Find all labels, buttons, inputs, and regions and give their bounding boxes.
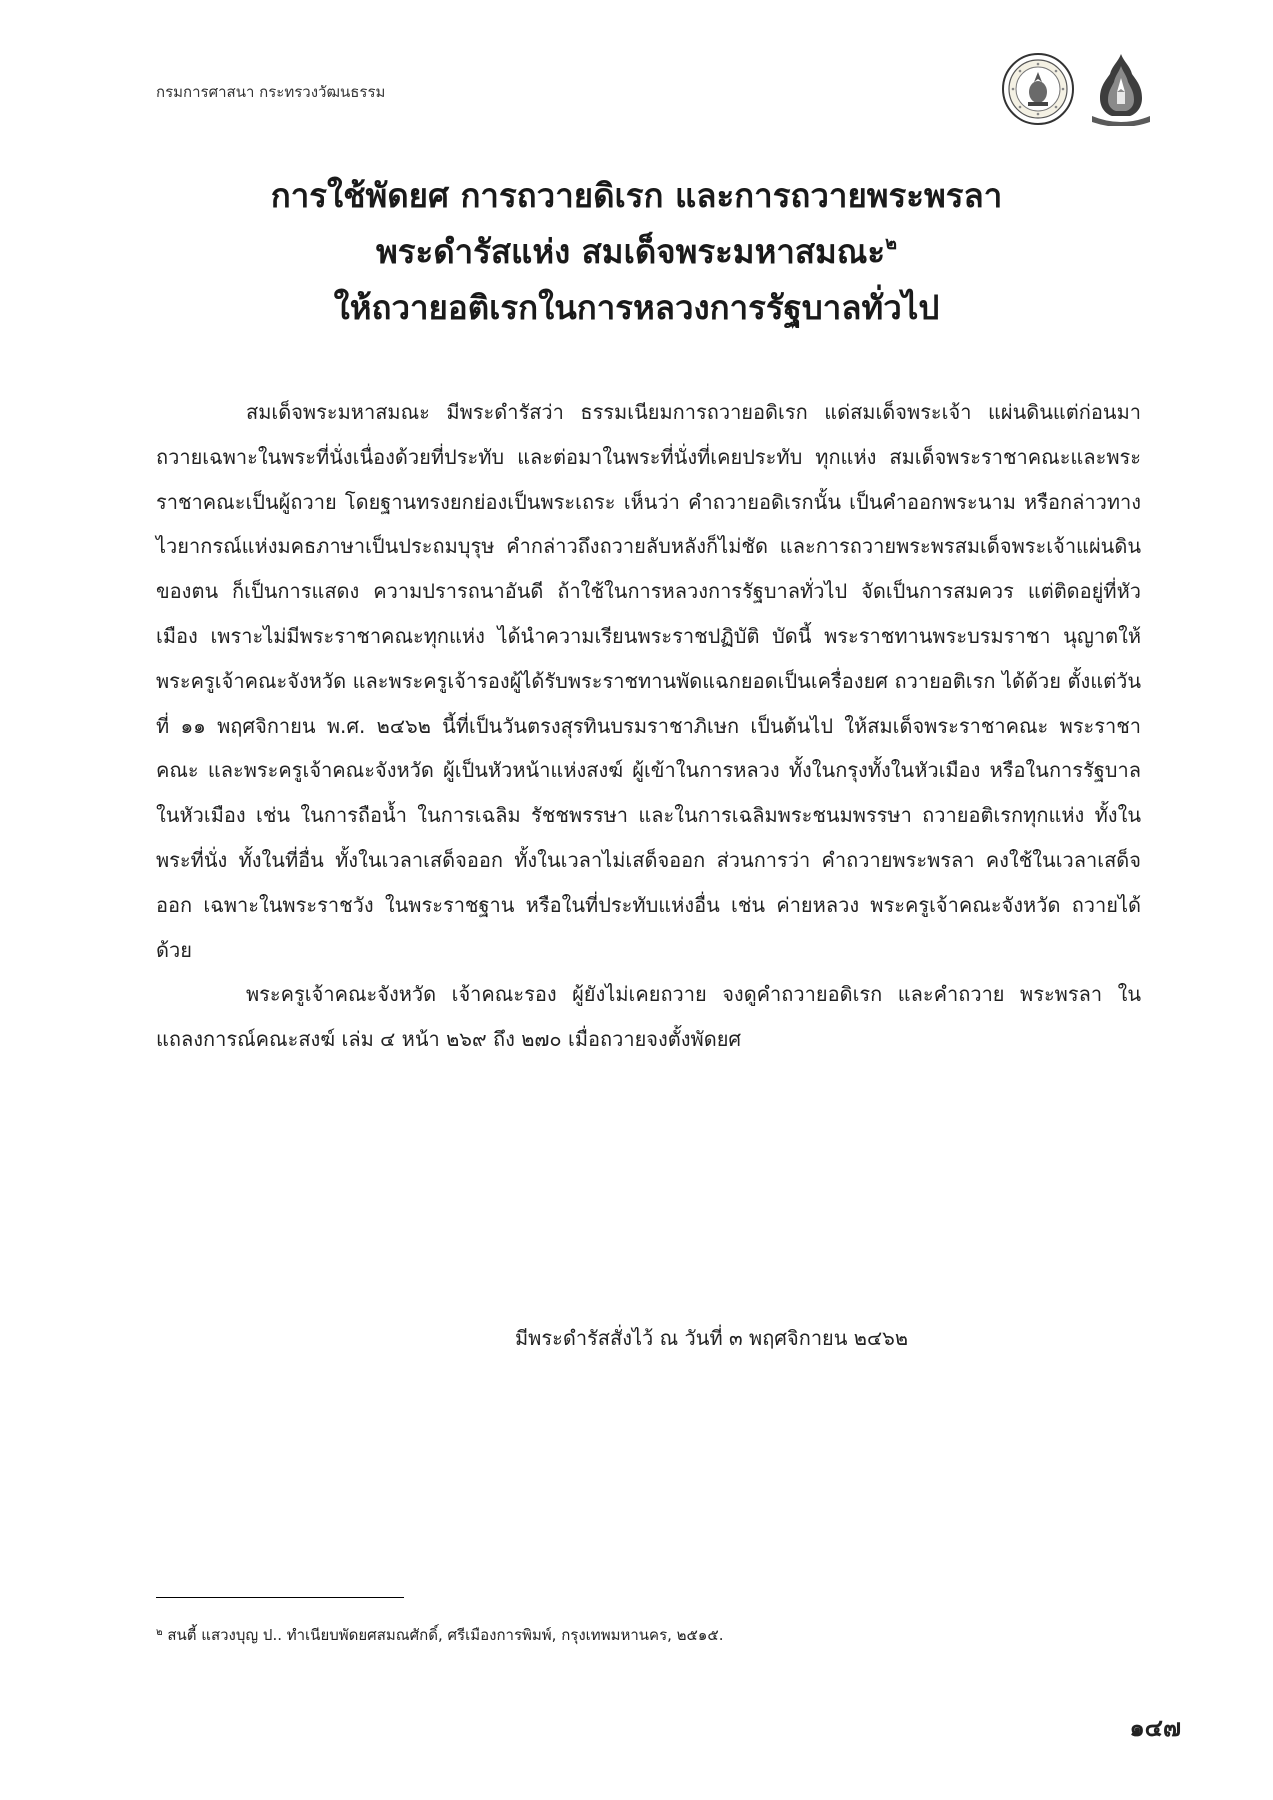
paragraph-1-line: นุญาตให้พระครูเจ้าคณะจังหวัด และพระครูเจ้ารองผู้ได้รับพระราชทานพัดแฉกยอดเป็นเครื่องยศ xyxy=(156,623,1142,693)
signoff-date: มีพระดำรัสสั่งไว้ ณ วันที่ ๓ พฤศจิกายน ๒๔๖๒ xyxy=(514,1326,909,1350)
paragraph-1-line: ทั้งในเวลาเสด็จออก ทั้งในเวลาไม่เสด็จออก ส่วนการว่า คำถวายพระพรลา คงใช้ในเวลาเสด็จออก xyxy=(156,847,1142,917)
paragraph-2-line: พระครูเจ้าคณะจังหวัด เจ้าคณะรอง ผู้ยังไม่เคยถวาย จงดูคำถวายอดิเรก และคำถวาย xyxy=(246,982,1005,1007)
footnote-mark: ๒ xyxy=(156,1627,163,1638)
title-line-2-text: พระดำรัสแห่ง สมเด็จพระมหาสมณะ xyxy=(376,232,886,271)
department-seal-icon xyxy=(1001,52,1075,126)
paragraph-1-line: เป็นต้นไป ให้สมเด็จพระราชาคณะ พระราชาคณะ และพระครูเจ้าคณะจังหวัด ผู้เป็นหัวหน้าแห่งสงฆ์ xyxy=(156,713,1142,783)
paragraph-1-line: แผ่นดินแต่ก่อนมา ถวายเฉพาะในพระที่นั่งเนื่องด้วยที่ประทับ และต่อมาในพระที่นั่งที่เคยประทับ xyxy=(156,400,1141,469)
paragraph-2 xyxy=(156,972,1141,1062)
paragraph-1-line: ทุกแห่ง สมเด็จพระราชาคณะและพระราชาคณะเป็นผู้ถวาย โดยฐานทรงยกย่องเป็นพระเถระ xyxy=(156,444,1141,514)
paragraph-1-line: เห็นว่า คำถวายอดิเรกนั้น เป็นคำออกพระนาม หรือกล่าวทางไวยากรณ์แห่งมคธภาษาเป็นประถมบุรุษ xyxy=(156,489,1141,559)
footnote-divider xyxy=(156,1597,404,1598)
paragraph-2-line: พระพรลา ในแถลงการณ์คณะสงฆ์ เล่ม ๔ หน้า ๒๖๙ ถึง ๒๗๐ เมื่อถวายจงตั้งพัดยศ xyxy=(156,982,1142,1052)
footnote-text: สนตี้ แสวงบุญ ป.. ทำเนียบพัดยศสมณศักดิ์, ศรีเมืองการพิมพ์, กรุงเทพมหานคร, ๒๕๑๕. xyxy=(162,1626,724,1644)
paragraph-1 xyxy=(156,390,1141,972)
page-number: ๑๔๗ xyxy=(1129,1714,1181,1742)
paragraph-1-line: รัชชพรรษา และในการเฉลิมพระชนมพรรษา ถวายอติเรกทุกแห่ง ทั้งในพระที่นั่ง ทั้งในที่อื่น xyxy=(156,803,1142,872)
paragraph-1-line: เฉพาะในพระราชวัง ในพระราชฐาน หรือในที่ประทับแห่งอื่น เช่น ค่ายหลวง พระครูเจ้าคณะจังหวัด xyxy=(203,892,1061,917)
ministry-emblem-icon xyxy=(1088,52,1154,126)
footnote xyxy=(156,1623,724,1647)
paragraph-1-line: ถวายได้ด้วย xyxy=(156,892,1142,962)
paragraph-1-line: ความปรารถนาอันดี ถ้าใช้ในการหลวงการรัฐบาลทั่วไป จัดเป็นการสมควร แต่ติดอยู่ที่หัวเมือง xyxy=(156,579,1141,648)
paragraph-1-line: ถวายอติเรก ได้ด้วย ตั้งแต่วันที่ ๑๑ พฤศจิกายน พ.ศ. ๒๔๖๒ นี้ที่เป็นวันตรงสุรทินบรมราชาภิเษก xyxy=(156,668,1141,738)
document-body xyxy=(156,390,1141,1062)
title-line-2 xyxy=(100,224,1173,280)
title-footnote-mark: ๒ xyxy=(885,233,897,254)
paragraph-1-line: เพราะไม่มีพระราชาคณะทุกแห่ง ได้นำความเรียนพระราชปฏิบัติ บัดนี้ พระราชทานพระบรมราชา xyxy=(210,623,1051,648)
paragraph-1-line: สมเด็จพระมหาสมณะ มีพระดำรัสว่า ธรรมเนียมการถวายอดิเรก แด่สมเด็จพระเจ้า xyxy=(246,400,972,424)
title-line-1: การใช้พัดยศ การถวายดิเรก และการถวายพระพรลา xyxy=(270,176,1003,215)
title-line-3: ให้ถวายอติเรกในการหลวงการรัฐบาลทั่วไป xyxy=(333,288,940,327)
document-title xyxy=(100,168,1173,336)
department-header: กรมการศาสนา กระทรวงวัฒนธรรม xyxy=(156,83,386,101)
paragraph-1-line: ผู้เข้าในการหลวง ทั้งในกรุงทั้งในหัวเมือง หรือในการรัฐบาลในหัวเมือง เช่น ในการถือน้ำ ในการเฉลิม xyxy=(156,758,1141,828)
paragraph-1-line: คำกล่าวถึงถวายลับหลังก็ไม่ชัด และการถวายพระพรสมเด็จพระเจ้าแผ่นดินของตน ก็เป็นการแสดง xyxy=(156,534,1141,604)
